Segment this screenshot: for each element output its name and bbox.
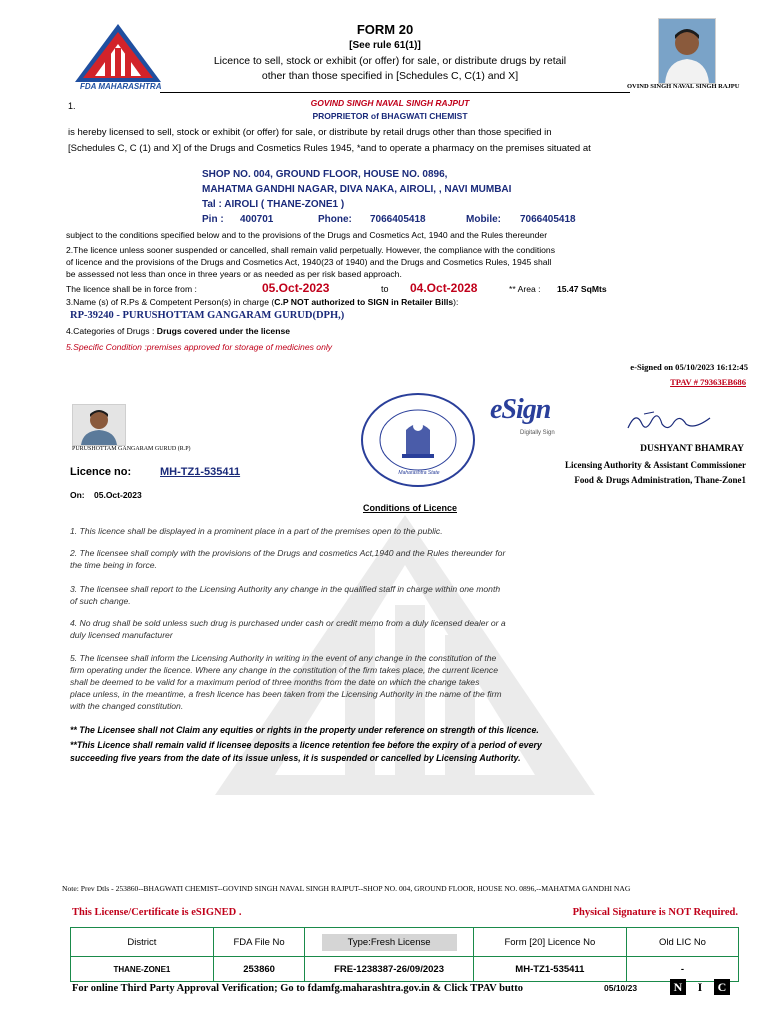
conditions-heading: Conditions of Licence xyxy=(362,503,457,513)
condition-2: 2. The licensee shall comply with the provisions of the Drugs and cosmetics Act,1940 and the Rules thereunder for the time being in force. xyxy=(70,548,506,570)
logo-text: FDA MAHARASHTRA xyxy=(80,82,162,91)
nic-letter-c: C xyxy=(714,979,730,995)
categories-value: Drugs covered under the license xyxy=(156,326,291,336)
area-value: 15.47 SqMts xyxy=(557,284,607,294)
to-label: to xyxy=(381,284,389,294)
cell-district: THANE-ZONE1 xyxy=(71,957,214,982)
condition-4: 4. No drug shall be sold unless such drug is purchased under cash or credit memo from a duly licensed dealer or a duly licensed manufacturer xyxy=(70,618,506,640)
mobile-label: Mobile: xyxy=(466,214,501,225)
area-label: ** Area : xyxy=(509,284,541,294)
validity-line-1: 2.The licence unless sooner suspended or cancelled, shall remain valid perpetually. However, the compliance with the conditions xyxy=(66,245,556,255)
header-old-lic-no: Old LIC No xyxy=(626,928,738,957)
photo-caption: OVIND SINGH NAVAL SINGH RAJPU xyxy=(627,83,740,90)
nic-letter-n: N xyxy=(670,979,686,995)
validity-paragraph xyxy=(66,244,746,280)
note-equities: ** The Licensee shall not Claim any equities or rights in the property under reference on strength of this licence. xyxy=(70,725,539,735)
phone-value: 7066405418 xyxy=(370,214,426,225)
address-line-2: MAHATMA GANDHI NAGAR, DIVA NAKA, AIROLI, , NAVI MUMBAI xyxy=(202,184,512,195)
item-number: 1. xyxy=(68,101,76,111)
intro-line-1: is hereby licensed to sell, stock or exhibit (or offer) for sale, or distribute by retail drugs other than those specified in xyxy=(68,127,552,138)
tpav-code[interactable]: TPAV # 79363EB686 xyxy=(670,377,746,387)
footer-date: 05/10/23 xyxy=(604,983,638,993)
address-line-1: SHOP NO. 004, GROUND FLOOR, HOUSE NO. 0896, xyxy=(202,169,448,180)
esigned-on: e-Signed on 05/10/2023 16:12:45 xyxy=(630,362,748,372)
header-licence-no: Form [20] Licence No xyxy=(473,928,626,957)
esigned-notice: This License/Certificate is eSIGNED . xyxy=(72,907,242,918)
header-file-no: FDA File No xyxy=(213,928,304,957)
licence-summary-table xyxy=(70,927,739,982)
from-date: 05.Oct-2023 xyxy=(262,281,330,295)
specific-condition: 5.Specific Condition :premises approved for storage of medicines only xyxy=(66,342,333,352)
cell-type: FRE-1238387-26/09/2023 xyxy=(305,957,474,982)
header-district: District xyxy=(71,928,214,957)
licence-no-label: Licence no: xyxy=(70,466,132,478)
licensee-photo xyxy=(658,18,716,84)
proprietor-line: PROPRIETOR of BHAGWATI CHEMIST xyxy=(312,111,468,121)
nic-letter-i: I xyxy=(697,980,703,994)
table-row xyxy=(71,928,739,957)
categories-line xyxy=(66,326,290,336)
in-force-label: The licence shall be in force from : xyxy=(66,284,197,294)
note-retention-fee: **This Licence shall remain valid if licensee deposits a licence retention fee before the expiry of a period of every succeeding five years from the date of its issue unless, it is suspended or cancelled by Licensing Authority. xyxy=(70,740,542,763)
validity-line-2: of licence and the provisions of the Drugs and Cosmetics Act, 1940(23 of 1940) and the Drugs and Cosmetics Rules, 1945 shall xyxy=(66,257,552,267)
rp-photo-caption: PURUSHOTTAM GANGARAM GURUD (R.P) xyxy=(72,446,191,452)
rp-note: C.P NOT authorized to SIGN in Retailer Bills xyxy=(274,297,454,307)
rp-photo xyxy=(72,404,126,446)
authority-title: Licensing Authority & Assistant Commissioner xyxy=(564,460,746,470)
pin-value: 400701 xyxy=(240,214,274,225)
seal-bottom-text: Maharashtra State xyxy=(398,470,440,476)
rp-name: RP-39240 - PURUSHOTTAM GANGARAM GURUD(DPH,) xyxy=(70,310,345,321)
validity-line-3: be assessed not less than once in three years or as needed as per risk based approach. xyxy=(66,269,402,279)
authority-office: Food & Drugs Administration, Thane-Zone1 xyxy=(574,475,746,485)
condition-3: 3. The licensee shall report to the Licensing Authority any change in the qualified staff in charge within one month of such change. xyxy=(70,584,501,606)
rp-line xyxy=(66,297,458,307)
person-icon xyxy=(73,405,125,445)
pin-label: Pin : xyxy=(202,214,224,225)
subtitle-line-1: Licence to sell, stock or exhibit (or offer) for sale, or distribute drugs by retail xyxy=(213,55,567,67)
phone-label: Phone: xyxy=(318,214,352,225)
fda-logo xyxy=(73,22,163,90)
cell-licence-no: MH-TZ1-535411 xyxy=(473,957,626,982)
condition-1: 1. This licence shall be displayed in a prominent place in a part of the premises open to the public. xyxy=(70,526,443,536)
rp-label: 3.Name (s) of R.Ps & Competent Person(s) in charge ( xyxy=(66,297,275,307)
authority-name: DUSHYANT BHAMRAY xyxy=(640,444,744,454)
rule-reference: [See rule 61(1)] xyxy=(349,40,421,51)
licensee-name: GOVIND SINGH NAVAL SINGH RAJPUT xyxy=(310,98,470,108)
esign-logo: eSign xyxy=(490,394,551,425)
licence-number: MH-TZ1-535411 xyxy=(160,466,241,478)
table-row xyxy=(71,957,739,982)
on-label: On: xyxy=(70,490,85,500)
on-date: 05.Oct-2023 xyxy=(94,490,142,500)
person-icon xyxy=(659,19,715,83)
previous-details: Note: Prev Dtls - 253860--BHAGWATI CHEMIST--GOVIND SINGH NAVAL SINGH RAJPUT--SHOP NO. 004, GROUND FLOOR, HOUSE NO. 0896,--MAHATMA GANDHI NAG xyxy=(62,884,631,893)
cell-file-no: 253860 xyxy=(213,957,304,982)
condition-5: 5. The licensee shall inform the Licensing Authority in writing in the event of any change in the constitution of the firm operating under the licence. Where any change in the constitution of the firm takes place, the current licence shall be deemed to be valid for a maximum period of three months from the date on which the change takes place unless, in the meantime, a fresh licence has been taken from the Licensing Authority in the name of the firm with the changed constitution. xyxy=(70,653,502,711)
categories-label: 4.Categories of Drugs : xyxy=(66,326,155,336)
mobile-value: 7066405418 xyxy=(520,214,576,225)
address-line-3: Tal : AIROLI ( THANE-ZONE1 ) xyxy=(202,199,345,210)
verification-note: For online Third Party Approval Verification; Go to fdamfg.maharashtra.gov.in & Click TPAV butto xyxy=(72,983,524,994)
esign-logo-sub: Digitally Sign xyxy=(520,430,555,436)
authority-signature xyxy=(624,406,714,436)
form-title: FORM 20 xyxy=(356,22,414,37)
to-date: 04.Oct-2028 xyxy=(410,281,478,295)
rp-close: ): xyxy=(453,297,459,307)
cell-old-lic-no: - xyxy=(626,957,738,982)
header-type: Type:Fresh License xyxy=(305,928,474,957)
physical-signature-notice: Physical Signature is NOT Required. xyxy=(572,907,738,918)
header-rule xyxy=(160,92,630,93)
subtitle-line-2: other than those specified in [Schedules C, C(1) and X] xyxy=(261,70,519,82)
subject-line: subject to the conditions specified below and to the provisions of the Drugs and Cosmetics Act, 1940 and the Rules thereunder xyxy=(66,230,548,240)
intro-line-2: [Schedules C, C (1) and X] of the Drugs and Cosmetics Rules 1945, *and to operate a pharmacy on the premises situated at xyxy=(68,143,591,154)
